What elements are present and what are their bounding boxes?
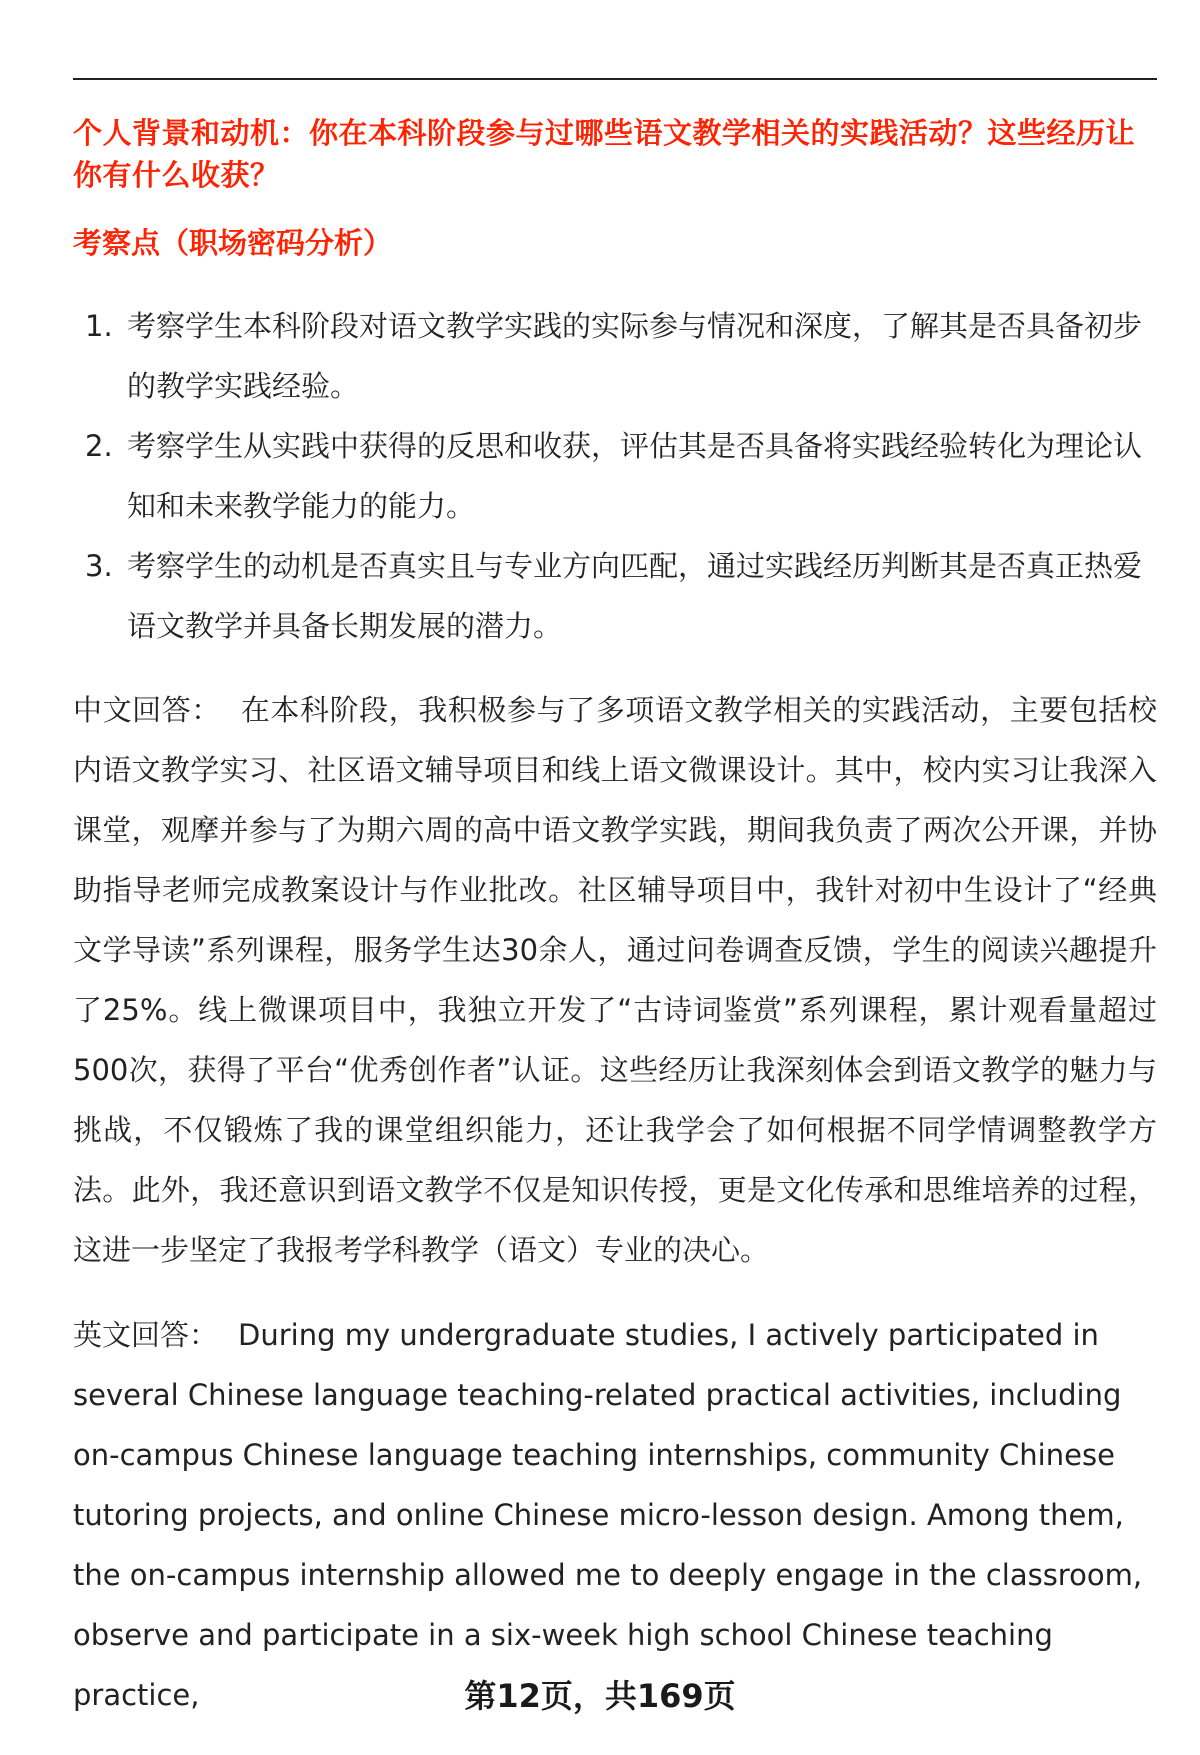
chinese-answer-text: 在本科阶段，我积极参与了多项语文教学相关的实践活动，主要包括校内语文教学实习、社区语文辅导项目和线上语文微课设计。其中，校内实习让我深入课堂，观摩并参与了为期六周的高中语文教学实践，期间我负责了两次公开课，并协助指导老师完成教案设计与作业批改。社区辅导项目中，我针对初中生设计了“经典文学导读”系列课程，服务学生达30余人，通过问卷调查反馈，学生的阅读兴趣提升了25%。线上微课项目中，我独立开发了“古诗词鉴赏”系列课程，累计观看量超过500次，获得了平台“优秀创作者”认证。这些经历让我深刻体会到语文教学的魅力与挑战，不仅锻炼了我的课堂组织能力，还让我学会了如何根据不同学情调整教学方法。此外，我还意识到语文教学不仅是知识传授，更是文化传承和思维培养的过程，这进一步坚定了我报考学科教学（语文）专业的决心。 [73,693,1157,1267]
chinese-answer-paragraph [73,680,1157,1280]
header-divider [73,78,1157,80]
list-item-text: 考察学生从实践中获得的反思和收获，评估其是否具备将实践经验转化为理论认知和未来教学能力的能力。 [127,429,1143,523]
chinese-answer-label: 中文回答： [73,693,221,727]
list-item-text: 考察学生本科阶段对语文教学实践的实际参与情况和深度，了解其是否具备初步的教学实践经验。 [127,309,1143,403]
list-item-number: 2. [85,429,113,463]
english-answer-label: 英文回答： [73,1318,219,1352]
list-item-number: 3. [85,549,113,583]
page-number-footer: 第12页，共169页 [464,1677,736,1715]
list-item [73,416,1157,536]
assessment-points-list [73,296,1157,656]
list-item-text: 考察学生的动机是否真实且与专业方向匹配，通过实践经历判断其是否真正热爱语文教学并具备长期发展的潜力。 [127,549,1143,643]
english-answer-text: During my undergraduate studies, I actively participated in several Chinese language teaching-related practical activities, including on-campus Chinese language teaching internships, community Chinese tutoring projects, and online Chinese micro-lesson design. Among them, the on-campus internship allowed me to deeply engage in the classroom, observe and participate in a six-week high school Chinese teaching practice, [73,1318,1143,1712]
section-heading: 考察点（职场密码分析） [73,226,393,260]
list-item [73,536,1157,656]
english-answer-paragraph [73,1305,1157,1725]
question-heading: 个人背景和动机：你在本科阶段参与过哪些语文教学相关的实践活动？这些经历让你有什么收获？ [73,116,1136,192]
list-item [73,296,1157,416]
list-item-number: 1. [85,309,113,343]
